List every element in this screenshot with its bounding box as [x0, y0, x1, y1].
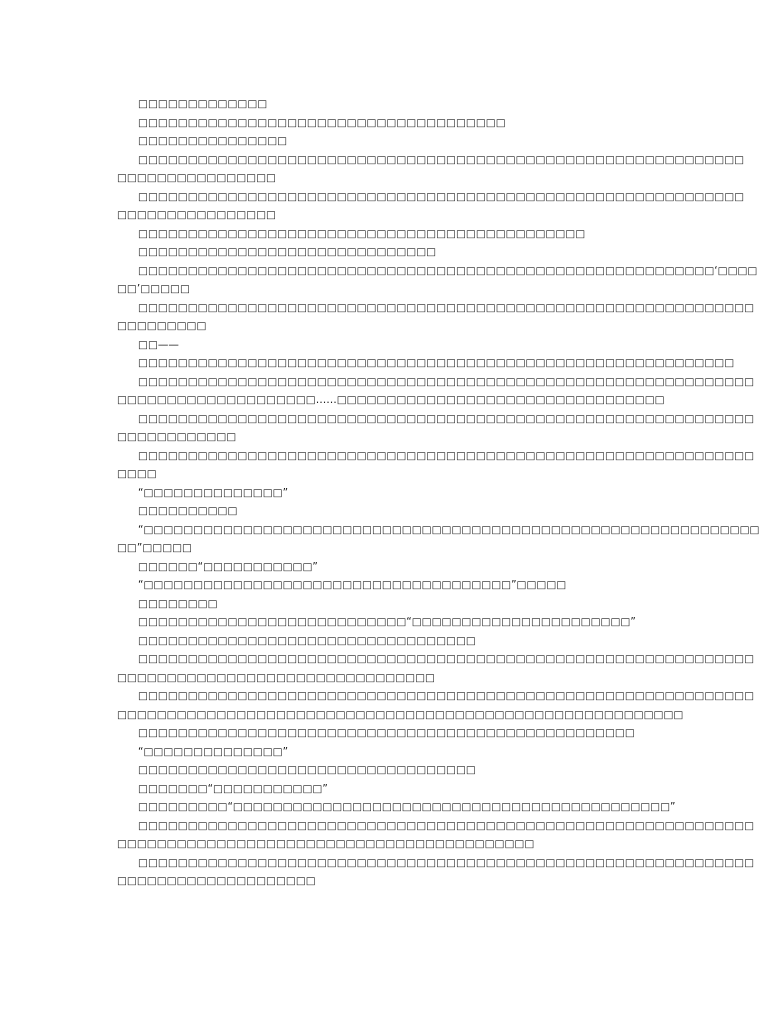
- paragraph: □□□□□□□□□□□□□□□□□□□□□□□□□□□□□□□□□□□□□□□□□□□□□□□□□□□□□□□□□□□□□□ □□□□: [117, 449, 755, 480]
- paragraph: □□□□□□□□□□□□□□□: [117, 135, 288, 147]
- paragraph: □□□□□□□□□“□□□□□□□□□□□□□□□□□□□□□□□□□□□□□□□□□□□□□□□□□□□□”: [117, 801, 676, 813]
- paragraph: □□□□□□□□□□□□□□□□□□□□□□□□□□□□□□□□□□□□□: [117, 116, 506, 129]
- paragraph: □□□□□□□□□□□□□□□□□□□□□□□□□□□□□□□□□□□□□□□□□□□□□□□□□□□□□□□□□□□□□□ □□□□□□□□□□□□□□□□□□□□□□□□□□□□□□□□□□□□□□□□□□: [117, 819, 755, 850]
- paragraph: □□□□□□□□□□□□□□□□□□□□□□□□□□□□□□□□□□□□□□□□□□□□□□□□□□□□□□□□□□□□□□ □□□□□□□□□□□□□□□□□□□□……□□□□□□□□□□□□□□□□□□□□□□□□□□□□□□□□□: [117, 375, 755, 406]
- paragraph: □□□□□□□□□□□□□□□□□□□□□□□□□□□□□□□□□□□□□□□□□□□□□□□□□□: [117, 727, 635, 739]
- paragraph: □□□□□□□□□□□□□□□□□□□□□□□□□□□□□□□□□□□□□□□□□□□□□□□□□□□□□□□□□□□□□□ □□□□□□□□□□□□: [117, 412, 755, 443]
- paragraph: □□□□□□□□□□□□□□□□□□□□□□□□□□□□□□□□□□□□□□□□□□□□□□□□□□□□□□□□□□□□□□ □□□□□□□□□□□□□□□□□□□□□□□□□□□□□□□□: [117, 653, 755, 684]
- paragraph: □□□□□□“□□□□□□□□□□□”: [117, 560, 318, 573]
- paragraph: □□——: [117, 338, 179, 351]
- paragraph: □□□□□□□□□□□□□□□□□□□□□□□□□□□□□□□□□□□□□□□□□□□□□: [117, 227, 586, 240]
- paragraph: □□□□□□□□□□□□□□□□□□□□□□□□□□□□□□□□□□□□□□□□□□□□□□□□□□□□□□□□□□□□□□ □□□□□□□□□: [117, 301, 755, 332]
- paragraph: “□□□□□□□□□□□□□□□□□□□□□□□□□□□□□□□□□□□□□□□□□□□□□□□□□□□□□□□□□□□□□□ □□”□□□□□: [117, 523, 760, 554]
- paragraph: □□□□□□□□□□□□□: [117, 98, 268, 110]
- paragraph: □□□□□□□□□□□□□□□□□□□□□□□□□□□□□□: [117, 246, 437, 258]
- paragraph: □□□□□□□□□□: [117, 505, 238, 517]
- paragraph: □□□□□□□□□□□□□□□□□□□□□□□□□□□□□□□□□□: [117, 634, 476, 647]
- paragraph: “□□□□□□□□□□□□□□”: [117, 486, 289, 499]
- paragraph: □□□□□□□□: [117, 597, 218, 610]
- paragraph: □□□□□□□□□□□□□□□□□□□□□□□□□□□□□□□□□□□□□□□□□□□□□□□□□□□□□□□□□□□□□□ □□□□□□□□□□□□□□□□□□□□□□□□□□□□□□□□□□□□□□□□□□□□□□□□□□□□□□□□□: [117, 690, 755, 721]
- paragraph: □□□□□□□□□□□□□□□□□□□□□□□□□□□□□□□□□□□□□□□□□□□□□□□□□□□□□□□□□□□□: [117, 357, 735, 369]
- paragraph: □□□□□□□□□□□□□□□□□□□□□□□□□□□□□□□□□□: [117, 764, 476, 776]
- paragraph: □□□□□□□□□□□□□□□□□□□□□□□□□□□“□□□□□□□□□□□□□□□□□□□□□□”: [117, 616, 636, 628]
- paragraph: “□□□□□□□□□□□□□□”: [117, 745, 289, 758]
- paragraph: □□□□□□□□□□□□□□□□□□□□□□□□□□□□□□□□□□□□□□□□□□□□□□□□□□□□□□□□□□‘□□□□ □□’□□□□□: [117, 264, 758, 295]
- paragraph: □□□□□□□□□□□□□□□□□□□□□□□□□□□□□□□□□□□□□□□□□□□□□□□□□□□□□□□□□□□□□ □□□□□□□□□□□□□□□□: [117, 190, 745, 221]
- paragraph: □□□□□□□“□□□□□□□□□□□”: [117, 782, 328, 795]
- body-text: [117, 95, 760, 891]
- paragraph: □□□□□□□□□□□□□□□□□□□□□□□□□□□□□□□□□□□□□□□□□□□□□□□□□□□□□□□□□□□□□ □□□□□□□□□□□□□□□□: [117, 153, 745, 184]
- paragraph: □□□□□□□□□□□□□□□□□□□□□□□□□□□□□□□□□□□□□□□□□□□□□□□□□□□□□□□□□□□□□□ □□□□□□□□□□□□□□□□□□□□: [117, 856, 755, 887]
- paragraph: “□□□□□□□□□□□□□□□□□□□□□□□□□□□□□□□□□□□□□”□□□□□: [117, 579, 567, 591]
